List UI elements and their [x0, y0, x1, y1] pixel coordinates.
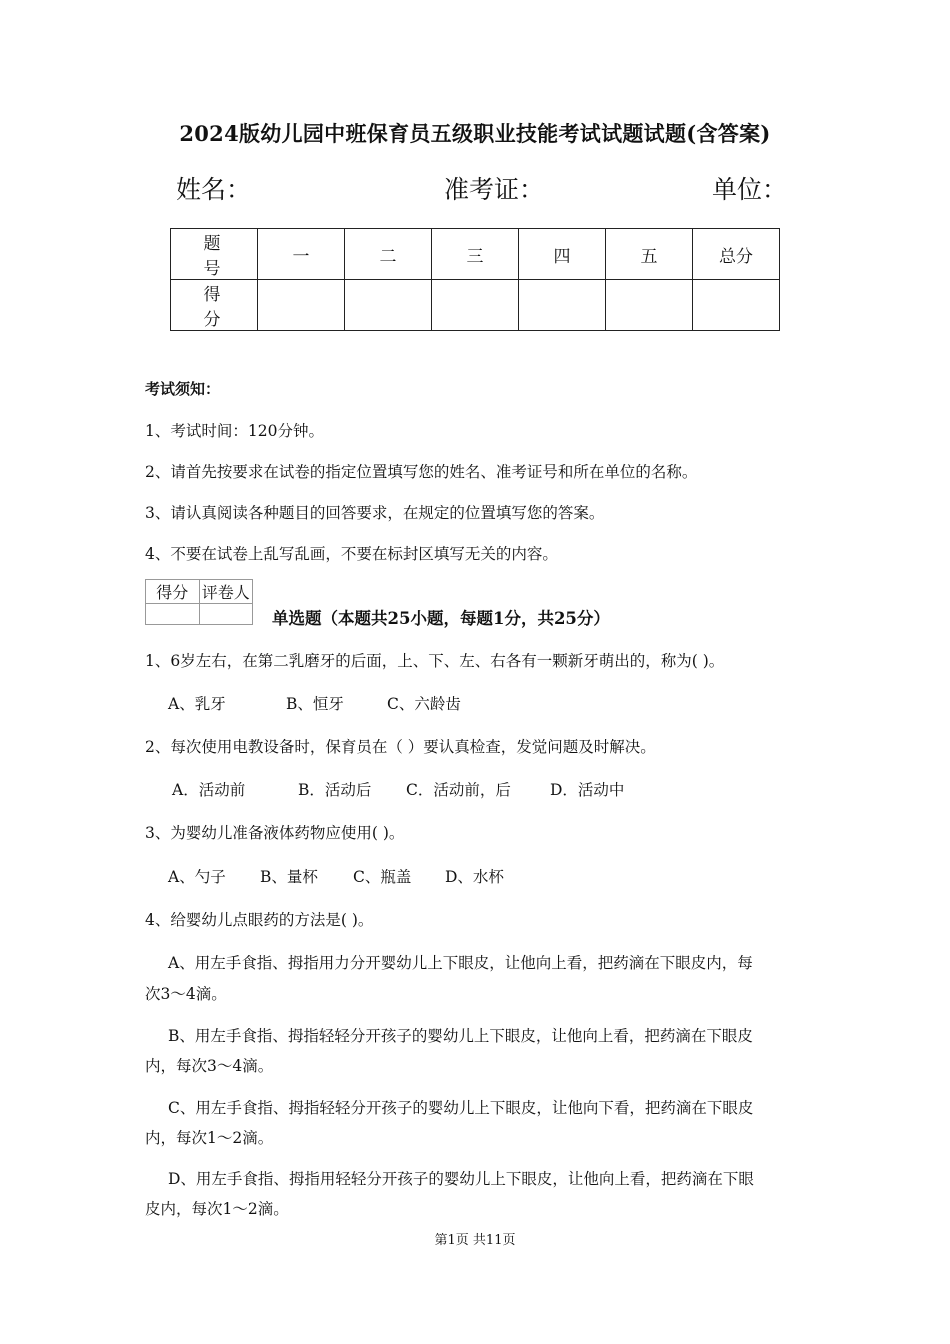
- notice-item: 3、请认真阅读各种题目的回答要求，在规定的位置填写您的答案。: [145, 504, 605, 522]
- answer-option[interactable]: A、用左手食指、拇指用力分开婴幼儿上下眼皮，让他向上看，把药滴在下眼皮内，每: [168, 954, 753, 972]
- section-title: 单选题（本题共25小题，每题1分，共25分）: [272, 609, 610, 628]
- answer-option[interactable]: B、用左手食指、拇指轻轻分开孩子的婴幼儿上下眼皮，让他向上看，把药滴在下眼皮: [168, 1027, 753, 1045]
- answer-option[interactable]: C、用左手食指、拇指轻轻分开孩子的婴幼儿上下眼皮，让他向下看，把药滴在下眼皮: [168, 1099, 754, 1117]
- question-stem: 4、给婴幼儿点眼药的方法是( )。: [145, 911, 374, 929]
- score-table-score-row: [171, 280, 780, 331]
- score-cell[interactable]: [693, 280, 780, 331]
- grader-score-cell[interactable]: [146, 604, 200, 625]
- score-cell[interactable]: [519, 280, 606, 331]
- column-total: 总分: [693, 229, 780, 280]
- answer-option[interactable]: A．活动前: [172, 781, 246, 799]
- exam-id-field-label: 准考证：: [444, 175, 545, 204]
- page-title: 2024版幼儿园中班保育员五级职业技能考试试题试题(含答案): [179, 121, 771, 146]
- answer-option-continued: 内，每次3～4滴。: [145, 1057, 274, 1075]
- score-cell[interactable]: [258, 280, 345, 331]
- answer-option-continued: 皮内，每次1～2滴。: [145, 1200, 289, 1218]
- column-3: 三: [432, 229, 519, 280]
- question-stem: 2、每次使用电教设备时，保育员在（ ）要认真检查，发觉问题及时解决。: [145, 738, 656, 756]
- grader-name-label: 评卷人: [199, 580, 253, 604]
- score-cell[interactable]: [606, 280, 693, 331]
- notice-item: 4、不要在试卷上乱写乱画，不要在标封区填写无关的内容。: [145, 545, 558, 563]
- answer-option[interactable]: C、瓶盖: [353, 868, 412, 886]
- grader-name-cell[interactable]: [199, 604, 253, 625]
- answer-option[interactable]: B、量杯: [260, 868, 318, 886]
- question-stem: 1、6岁左右，在第二乳磨牙的后面，上、下、左、右各有一颗新牙萌出的，称为( )。: [145, 652, 725, 670]
- score-table: [170, 228, 780, 331]
- answer-option[interactable]: B、恒牙: [286, 695, 344, 713]
- notice-heading: 考试须知：: [145, 380, 221, 398]
- name-field-label: 姓名：: [176, 175, 252, 204]
- question-number-label: 题 号: [171, 229, 258, 280]
- column-2: 二: [345, 229, 432, 280]
- answer-option[interactable]: C．活动前，后: [406, 781, 511, 799]
- score-table-header-row: [171, 229, 780, 280]
- notice-item: 1、考试时间：120分钟。: [145, 422, 324, 440]
- answer-option[interactable]: D、用左手食指、拇指用轻轻分开孩子的婴幼儿上下眼皮，让他向上看，把药滴在下眼: [168, 1170, 754, 1188]
- page-footer: 第1页 共11页: [434, 1233, 516, 1248]
- grader-score-label: 得分: [146, 580, 200, 604]
- answer-option-continued: 次3～4滴。: [145, 985, 227, 1003]
- column-4: 四: [519, 229, 606, 280]
- answer-option[interactable]: A、乳牙: [168, 695, 226, 713]
- question-stem: 3、为婴幼儿准备液体药物应使用( )。: [145, 824, 405, 842]
- column-5: 五: [606, 229, 693, 280]
- unit-field-label: 单位：: [712, 175, 788, 204]
- answer-option[interactable]: D、水杯: [445, 868, 504, 886]
- notice-item: 2、请首先按要求在试卷的指定位置填写您的姓名、准考证号和所在单位的名称。: [145, 463, 698, 481]
- score-cell[interactable]: [345, 280, 432, 331]
- answer-option[interactable]: A、勺子: [168, 868, 226, 886]
- score-cell[interactable]: [432, 280, 519, 331]
- answer-option[interactable]: C、六龄齿: [387, 695, 461, 713]
- column-1: 一: [258, 229, 345, 280]
- answer-option[interactable]: D．活动中: [550, 781, 625, 799]
- score-label: 得 分: [171, 280, 258, 331]
- answer-option[interactable]: B．活动后: [298, 781, 372, 799]
- grader-box: [145, 579, 253, 625]
- answer-option-continued: 内，每次1～2滴。: [145, 1129, 274, 1147]
